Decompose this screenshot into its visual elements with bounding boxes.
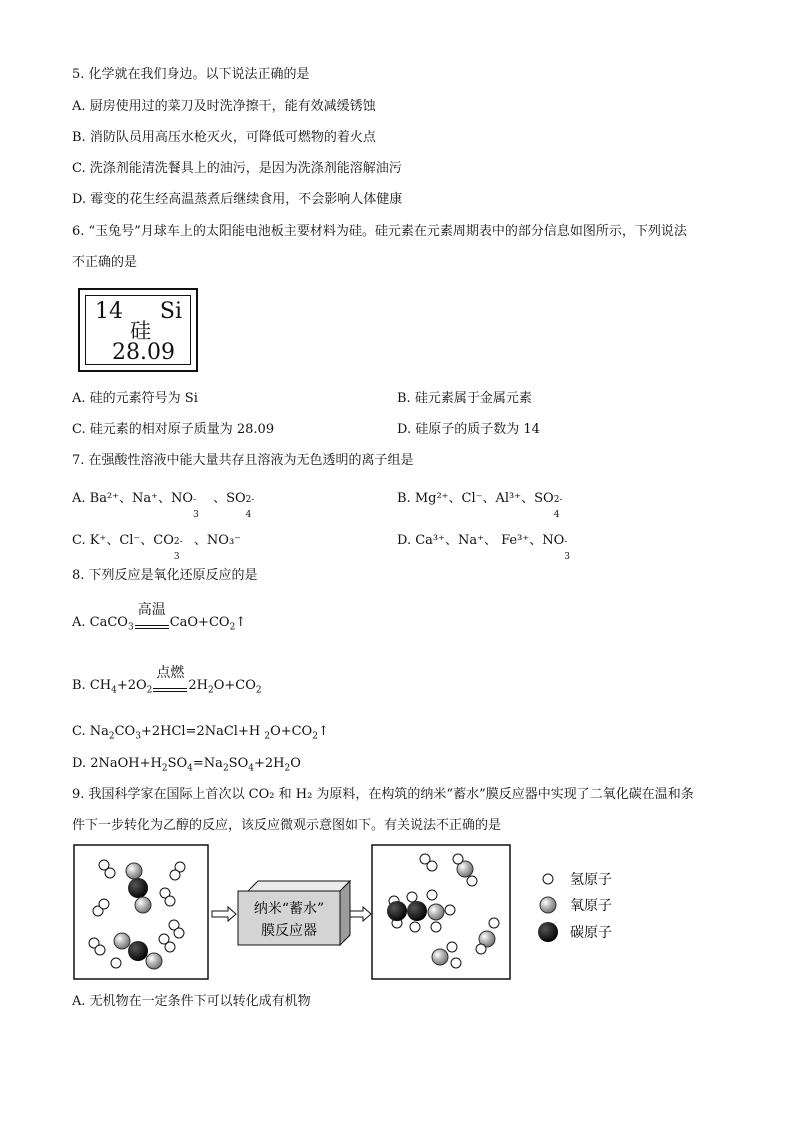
q9-stem-line2: 件下一步转化为乙醇的反应，该反应微观示意图如下。有关说法不正确的是 — [72, 818, 502, 833]
element-symbol: Si — [159, 299, 182, 324]
legend — [538, 872, 612, 942]
q7-option-b-label: B. Mg²⁺、Cl⁻、Al³⁺、 — [397, 491, 535, 506]
legend-hydrogen-label: 氢原子 — [570, 872, 612, 888]
q7-option-a: A. Ba²⁺、Na⁺、NO - 3 、SO 2- 4 — [72, 491, 255, 520]
q7-option-c-tail: 、NO₃⁻ — [193, 533, 242, 548]
q7-option-a-label: A. Ba²⁺、Na⁺、 — [72, 491, 172, 506]
legend-hydrogen-icon — [543, 874, 553, 884]
q6-option-c: C. 硅元素的相对原子质量为 28.09 — [72, 422, 275, 437]
q8-a-rhs: CaO+CO — [169, 615, 230, 630]
legend-oxygen-label: 氧原子 — [570, 898, 612, 914]
q6-stem-line2: 不正确的是 — [72, 255, 138, 270]
q5-option-b: B. 消防队员用高压水枪灭火，可降低可燃物的着火点 — [72, 130, 376, 145]
q8-a-condition: 高温 — [137, 602, 166, 618]
q5-option-c: C. 洗涤剂能清洗餐具上的油污，是因为洗涤剂能溶解油污 — [72, 161, 402, 176]
q8-option-b: B. $CH_4+2O_2$ 点燃 $2H_2O+CO_2$ — [72, 665, 262, 696]
q7-option-c: C. K⁺、Cl⁻、CO 2- 3 、NO₃⁻ — [72, 533, 242, 562]
periodic-element-card — [78, 288, 198, 372]
legend-carbon-label: 碳原子 — [570, 925, 612, 941]
q5-option-a: A. 厨房使用过的菜刀及时洗净擦干，能有效减缓锈蚀 — [72, 99, 376, 114]
q6-option-b: B. 硅元素属于金属元素 — [397, 391, 532, 406]
q7-option-d: D. Ca³⁺、Na⁺、 Fe³⁺、NO - 3 — [397, 533, 570, 562]
q8-b-rhs: 2H — [188, 678, 209, 693]
legend-carbon-icon — [538, 922, 558, 942]
q8-option-d: D. $2NaOH+H_2SO_4=Na_2SO_4+2H_2O$ — [72, 756, 301, 774]
q8-a-lhs: A. CaCO — [72, 615, 128, 630]
q8-option-a: A. CaCO$_3$ 高温 $CaO+CO_2↑$ — [72, 602, 247, 633]
q8-c-lhs: C. Na — [72, 724, 109, 739]
q5-option-d: D. 霉变的花生经高温蒸煮后继续食用，不会影响人体健康 — [72, 192, 403, 207]
element-atomic-mass: 28.09 — [112, 340, 175, 365]
q7-option-c-label: C. K⁺、Cl⁻、 — [72, 533, 154, 548]
legend-oxygen-icon — [540, 897, 556, 913]
q7-stem: 7. 在强酸性溶液中能大量共存且溶液为无色透明的离子组是 — [72, 453, 414, 468]
q7-option-d-label: D. Ca³⁺、Na⁺、 Fe³⁺、 — [397, 533, 543, 548]
q6-option-a: A. 硅的元素符号为 Si — [72, 391, 198, 406]
element-atomic-number: 14 — [95, 299, 123, 324]
q7-option-b: B. Mg²⁺、Cl⁻、Al³⁺、SO 2- 4 — [397, 491, 563, 520]
reaction-diagram — [70, 843, 630, 983]
q8-b-lhs: B. CH — [72, 678, 112, 693]
membrane-reactor — [238, 881, 350, 945]
q9-stem-line1: 9. 我国科学家在国际上首次以 CO₂ 和 H₂ 为原料，在构筑的纳米“蓄水”膜反应器中实现了二氧化碳在温和条 — [72, 787, 694, 802]
element-name: 硅 — [130, 319, 151, 343]
q6-option-d: D. 硅原子的质子数为 14 — [397, 422, 540, 437]
q8-option-c: C. $Na_2CO_3+2HCl=2NaCl+H$ $_2O+CO_2↑$ — [72, 724, 329, 742]
q8-b-condition: 点燃 — [156, 665, 185, 681]
reactor-label-line2: 膜反应器 — [261, 923, 317, 939]
q8-d-lhs: D. 2NaOH+H — [72, 756, 162, 771]
q5-stem: 5. 化学就在我们身边。以下说法正确的是 — [72, 67, 310, 82]
reactor-label-line1: 纳米“蓄水” — [253, 901, 325, 917]
q8-stem: 8. 下列反应是氧化还原反应的是 — [72, 568, 258, 583]
q6-stem-line1: 6. “玉兔号”月球车上的太阳能电池板主要材料为硅。硅元素在元素周期表中的部分信息如图所示，下列说法 — [72, 224, 687, 239]
q9-option-a: A. 无机物在一定条件下可以转化成有机物 — [72, 994, 311, 1009]
